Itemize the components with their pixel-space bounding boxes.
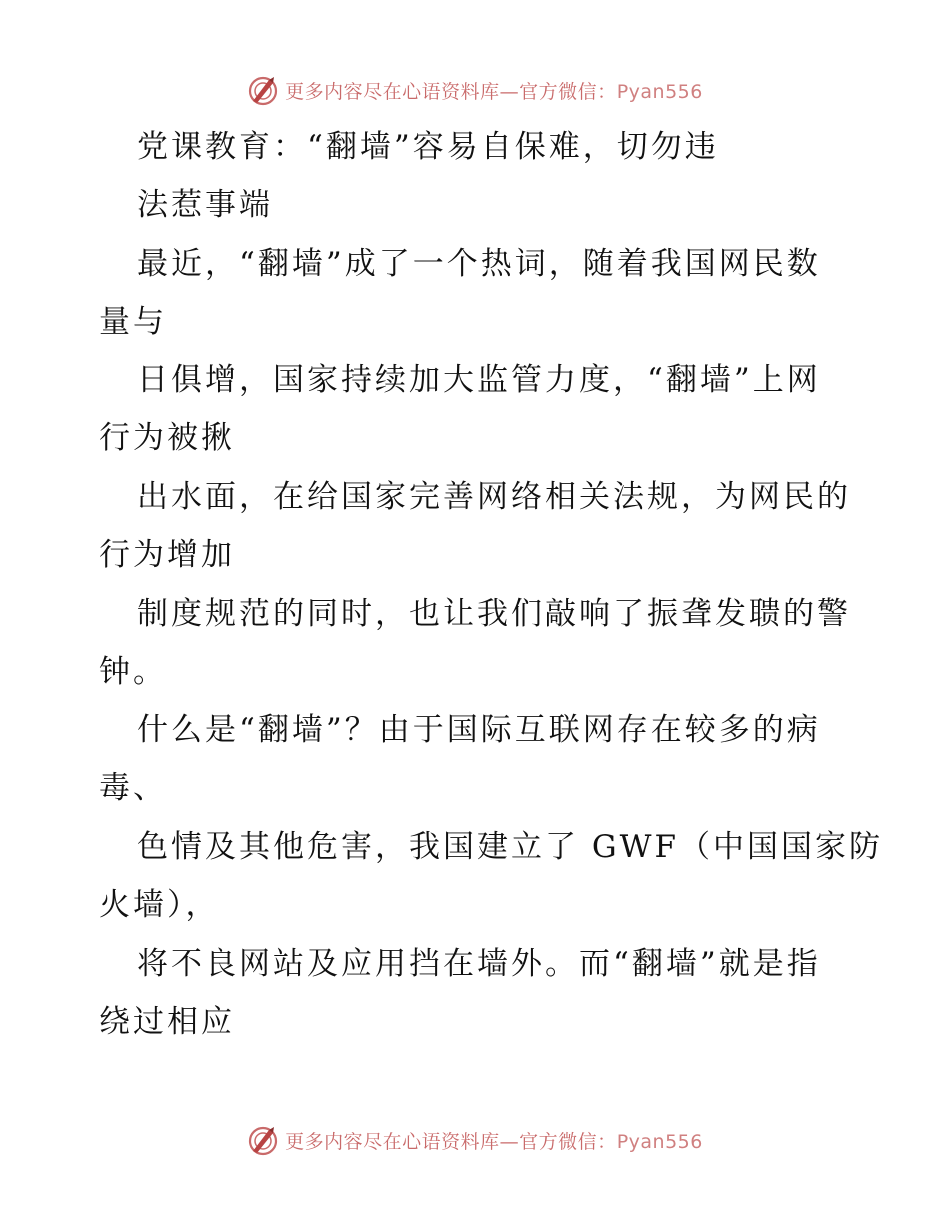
footer-watermark — [0, 1120, 950, 1160]
watermark-id: Pyan556 — [616, 1130, 703, 1153]
paragraph-line: 最近，“翻墙”成了一个热词，随着我国网民数 — [137, 246, 821, 282]
watermark-dash: — — [499, 1130, 520, 1153]
header-watermark — [0, 70, 950, 110]
watermark-dash: — — [499, 80, 520, 103]
paragraph-line: 量与 — [99, 304, 167, 340]
paragraph-line: 毒、 — [99, 770, 167, 806]
paragraph-line: 日俱增，国家持续加大监管力度，“翻墙”上网 — [137, 362, 821, 398]
paragraph-line: 出水面，在给国家完善网络相关法规，为网民的 — [137, 479, 851, 515]
paragraph-line: 色情及其他危害，我国建立了 GWF（中国国家防 — [137, 829, 883, 865]
paragraph-line: 制度规范的同时，也让我们敲响了振聋发聩的警 — [137, 596, 851, 632]
paragraph-line: 将不良网站及应用挡在墙外。而“翻墙”就是指 — [137, 946, 821, 982]
document-title-line-1: 党课教育：“翻墙”容易自保难，切勿违 — [137, 129, 719, 165]
watermark-text — [285, 1127, 703, 1154]
watermark-tail: 官方微信： — [519, 80, 617, 103]
pen-logo-icon — [247, 74, 279, 106]
watermark-main: 更多内容尽在心语资料库 — [285, 1130, 500, 1153]
paragraph-line: 行为增加 — [99, 537, 235, 573]
paragraph-line: 火墙）， — [99, 887, 220, 923]
watermark-main: 更多内容尽在心语资料库 — [285, 80, 500, 103]
pen-logo-icon — [247, 1124, 279, 1156]
paragraph-line: 钟。 — [99, 654, 167, 690]
paragraph-line: 绕过相应 — [99, 1004, 235, 1040]
paragraph-line: 行为被揪 — [99, 420, 235, 456]
watermark-text — [285, 77, 703, 104]
paragraph-line: 什么是“翻墙”？由于国际互联网存在较多的病 — [137, 712, 821, 748]
watermark-tail: 官方微信： — [519, 1130, 617, 1153]
watermark-id: Pyan556 — [616, 80, 703, 103]
document-title-line-2: 法惹事端 — [137, 187, 273, 223]
